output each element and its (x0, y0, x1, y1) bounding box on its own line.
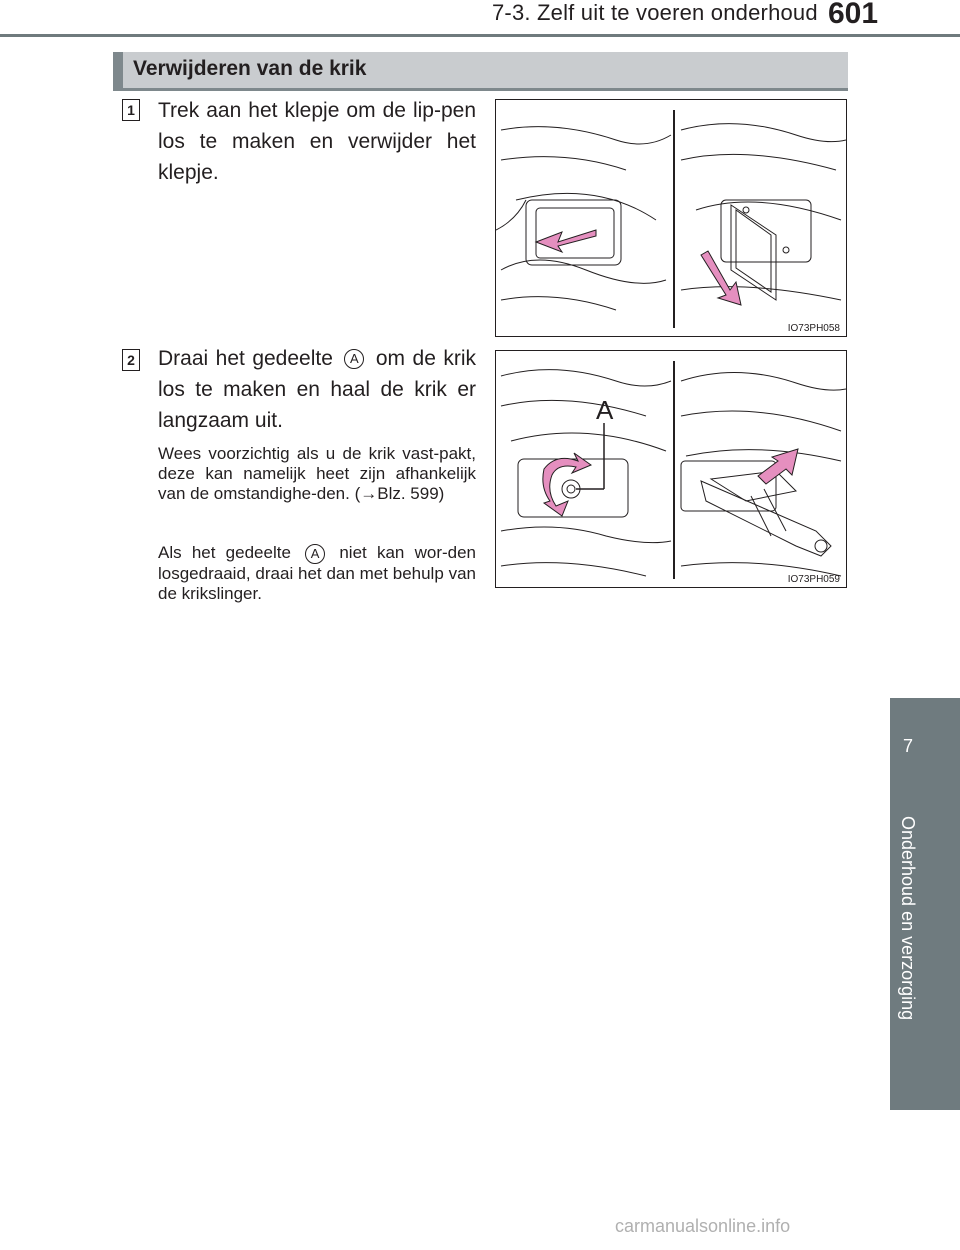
section-title: Verwijderen van de krik (133, 57, 367, 80)
figure-label-a: A (596, 395, 614, 425)
note-2-before: Als het gedeelte (158, 543, 291, 562)
figure-code: IO73PH059 (787, 574, 840, 585)
page-number: 601 (828, 0, 879, 30)
header-rule (0, 34, 960, 37)
section-rule (113, 88, 848, 91)
step-2-text-after: om de krik los te maken en haal de krik er langzaam uit. (158, 347, 477, 432)
step-2-text (158, 343, 476, 436)
marker-a: A (344, 349, 364, 369)
step-badge-2: 2 (122, 349, 140, 371)
section-heading-accent (113, 52, 123, 90)
figure-code: IO73PH058 (787, 323, 840, 334)
watermark: carmanualsonline.info (615, 1216, 791, 1236)
cover-removal-illustration (496, 100, 847, 337)
jack-removal-illustration (496, 351, 847, 588)
figure-remove-jack (495, 350, 847, 588)
step-2-text-before: Draai het gedeelte (158, 347, 333, 370)
chapter-label: Onderhoud en verzorging (898, 816, 918, 1021)
note-2-after: niet kan wor-den losgedraaid, draai het dan met behulp van de krikslinger. (158, 543, 476, 603)
chapter-number: 7 (902, 736, 913, 756)
figure-remove-cover (495, 99, 847, 337)
step-2-note-1: Wees voorzichtig als u de krik vast-pakt, deze kan namelijk heet zijn afhankelijk van de omstandighe-den. (→Blz. 599) (158, 444, 476, 503)
running-header: 7-3. Zelf uit te voeren onderhoud (492, 0, 818, 25)
step-badge-1: 1 (122, 99, 140, 121)
marker-a: A (305, 544, 325, 564)
step-2-note-2 (158, 543, 476, 604)
chapter-tab[interactable] (890, 698, 960, 1110)
step-1-text: Trek aan het klepje om de lip-pen los te maken en verwijder het klepje. (158, 99, 476, 184)
